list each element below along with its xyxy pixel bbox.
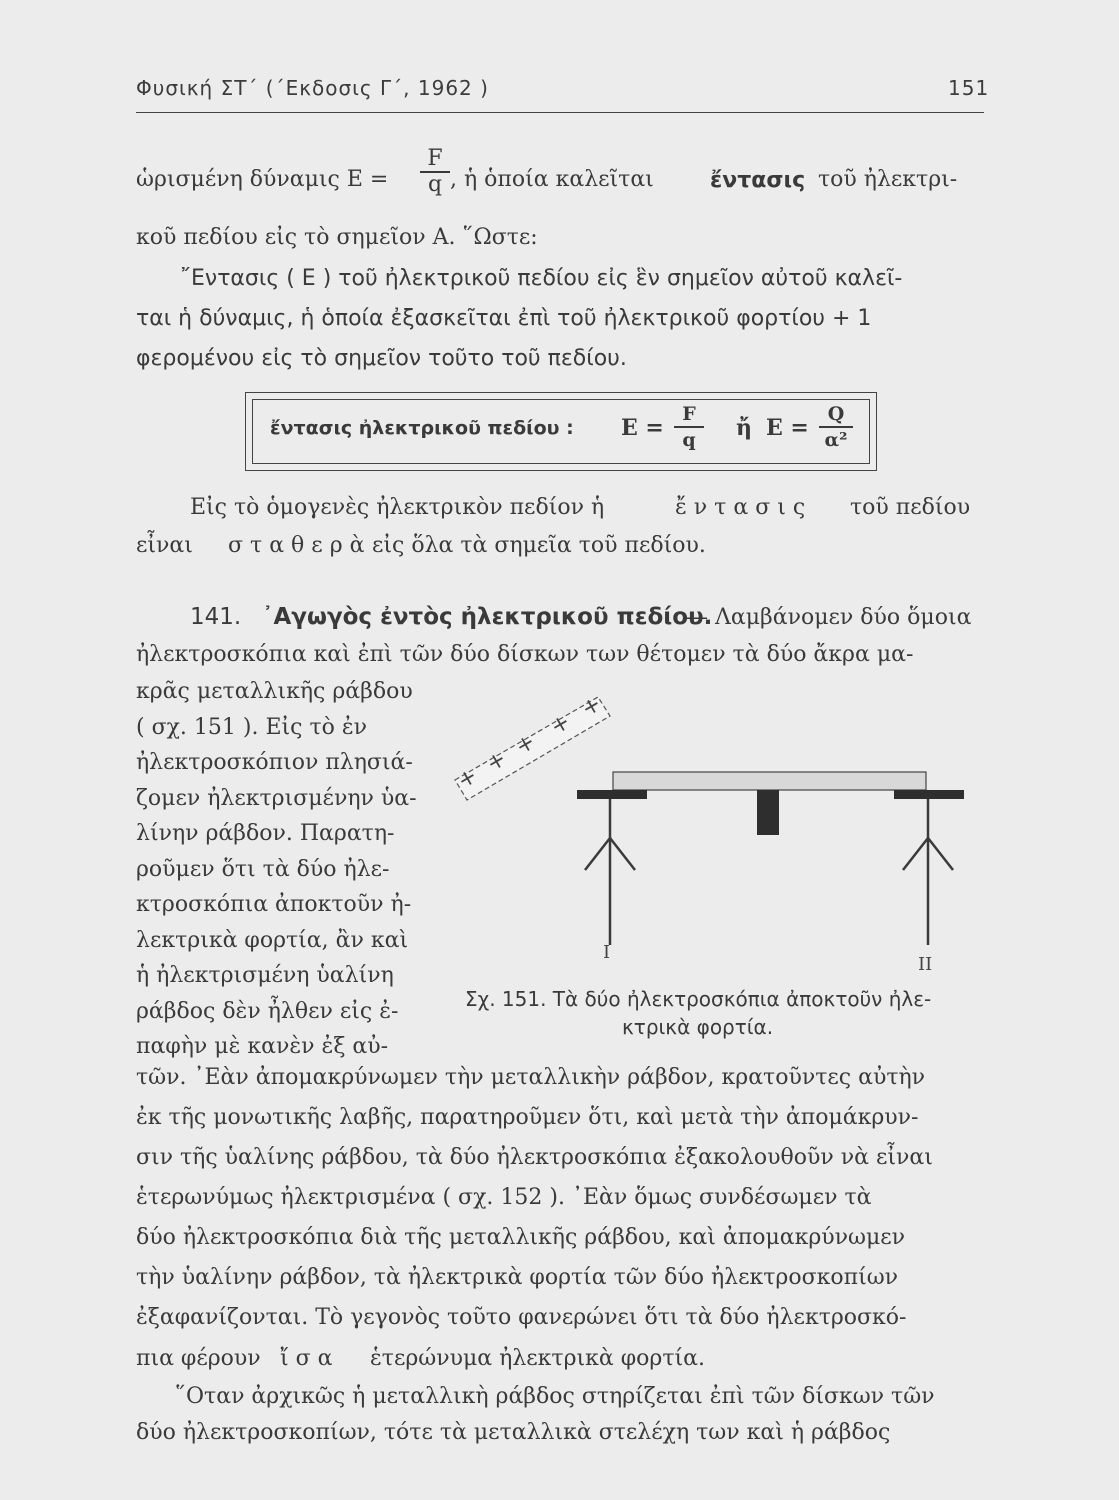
narrow-text-line: κτροσκόπια ἀποκτοῦν ἠ- xyxy=(136,892,412,917)
figure-caption-line-2: κτρικὰ φορτία. xyxy=(622,1015,774,1039)
formula-den-2: α² xyxy=(824,429,848,451)
full-text-line: ἐκ τῆς μονωτικῆς λαβῆς, παρατηροῦμεν ὅτι, καὶ μετὰ τὴν ἀπομάκρυν- xyxy=(136,1105,919,1130)
full-text-line: δύο ἠλεκτροσκόπια διὰ τῆς μεταλλικῆς ράβδου, καὶ ἀπομακρύνωμεν xyxy=(136,1225,906,1250)
charge-plus: + xyxy=(453,763,482,795)
formula-lhs-2: E = xyxy=(766,415,809,441)
page-number: 151 xyxy=(948,76,990,100)
intro-term: ἔντασις xyxy=(710,168,806,193)
charge-plus: + xyxy=(546,709,575,741)
narrow-text-line: ἡ ἠλεκτρισμένη ὑαλίνη xyxy=(136,963,394,988)
full-text-line: τὴν ὑαλίνην ράβδον, τὰ ἠλεκτρικὰ φορτία τῶν δύο ἠλεκτροσκοπίων xyxy=(136,1265,899,1290)
last-line-start: πια φέρουν xyxy=(136,1346,261,1371)
formula-den-1: q xyxy=(682,429,696,451)
uniform-line-1a: Εἰς τὸ ὁμογενὲς ἠλεκτρικὸν πεδίον ἡ xyxy=(190,495,605,520)
intro-line-1-mid: , ἡ ὁποία καλεῖται xyxy=(450,167,654,192)
full-text-line: σιν τῆς ὑαλίνης ράβδου, τὰ δύο ἠλεκτροσκόπια ἐξακολουθοῦν νὰ εἶναι xyxy=(136,1145,933,1170)
intro-line-1-start: ὡρισμένη δύναμις E = xyxy=(136,167,389,192)
narrow-text-line: ἠλεκτροσκόπιον πλησιά- xyxy=(136,750,413,775)
definition-line-1: ῎Εντασις ( E ) τοῦ ἠλεκτρικοῦ πεδίου εἰς ἓν σημεῖον αὐτοῦ καλεῖ- xyxy=(180,266,903,291)
full-text-line: ἐξαφανίζονται. Τὸ γεγονὸς τοῦτο φανερώνει ὅτι τὰ δύο ἠλεκτροσκό- xyxy=(136,1305,907,1330)
intro-frac-num: F xyxy=(427,146,443,171)
charge-plus: + xyxy=(511,729,540,761)
uniform-line-2-spaced: σταθερὰ xyxy=(228,533,372,558)
intro-line-1-end: τοῦ ἠλεκτρι- xyxy=(818,167,958,192)
uniform-line-2b: εἰς ὅλα τὰ σημεῖα τοῦ πεδίου. xyxy=(372,533,706,558)
figure-caption-line-1: Σχ. 151. Τὰ δύο ἠλεκτροσκόπια ἀποκτοῦν ἠλε- xyxy=(465,987,932,1011)
metal-rod xyxy=(613,772,926,790)
narrow-text-line: ( σχ. 151 ). Εἰς τὸ ἐν xyxy=(136,714,368,740)
narrow-text-line: ράβδος δὲν ἦλθεν εἰς ἐ- xyxy=(136,998,399,1024)
formula-num-1: F xyxy=(682,403,696,425)
charge-plus: + xyxy=(577,691,606,723)
definition-line-3: φερομένου εἰς τὸ σημεῖον τοῦτο τοῦ πεδίου. xyxy=(136,346,627,371)
formula-or: ἤ xyxy=(736,415,752,441)
narrow-text-line: λίνην ράβδον. Παρατη- xyxy=(136,821,395,846)
rod-handle xyxy=(757,790,779,835)
formula-box-label: ἔντασις ἠλεκτρικοῦ πεδίου : xyxy=(270,417,574,439)
disc-right xyxy=(894,790,964,799)
narrow-text-line: λεκτρικὰ φορτία, ἂν καὶ xyxy=(136,927,409,953)
formula-lhs-1: E = xyxy=(621,415,664,441)
running-header: Φυσική ΣΤ΄ (΄Εκδοσις Γ΄, 1962 ) xyxy=(136,76,489,100)
narrow-text-line: κρᾶς μεταλλικῆς ράβδου xyxy=(136,679,413,704)
formula-num-2: Q xyxy=(827,403,845,425)
label-electroscope-ii: II xyxy=(918,954,933,975)
definition-line-2: ται ἡ δύναμις, ἡ ὁποία ἐξασκεῖται ἐπὶ τοῦ ἠλεκτρικοῦ φορτίου + 1 xyxy=(136,306,872,331)
full-text-line: ἑτερωνύμως ἠλεκτρισμένα ( σχ. 152 ). ᾿Εὰν ὅμως συνδέσωμεν τὰ xyxy=(136,1185,872,1210)
uniform-line-1b: τοῦ πεδίου xyxy=(850,495,971,520)
narrow-text-line: ζομεν ἠλεκτρισμένην ὑα- xyxy=(136,785,417,811)
last-line-spaced: ἴσα xyxy=(280,1346,340,1371)
uniform-line-2a: εἶναι xyxy=(136,533,193,558)
section-line-1-rest: — Λαμβάνομεν δύο ὅμοια xyxy=(686,605,972,630)
electroscope-left xyxy=(585,799,635,945)
paragraph-2-line-1: ῞Οταν ἀρχικῶς ἡ μεταλλικὴ ράβδος στηρίζεται ἐπὶ τῶν δίσκων τῶν xyxy=(175,1384,935,1409)
electroscope-right xyxy=(903,799,953,945)
rod-charges xyxy=(453,691,605,794)
narrow-text-line: ροῦμεν ὅτι τὰ δύο ἠλε- xyxy=(136,856,390,882)
section-number: 141. xyxy=(190,604,242,630)
last-line-end: ἑτερώνυμα ἠλεκτρικὰ φορτία. xyxy=(370,1346,705,1371)
intro-line-2: κοῦ πεδίου εἰς τὸ σημεῖον Α. ῞Ωστε: xyxy=(136,225,538,250)
full-text-line: τῶν. ᾿Εὰν ἀπομακρύνωμεν τὴν μεταλλικὴν ράβδον, κρατοῦντες αὐτὴν xyxy=(136,1065,926,1090)
narrow-text-line: παφὴν μὲ κανὲν ἐξ αὐ- xyxy=(136,1034,389,1059)
disc-left xyxy=(577,790,647,799)
label-electroscope-i: I xyxy=(603,942,611,963)
section-title: ᾿Αγωγὸς ἐντὸς ἠλεκτρικοῦ πεδίου. xyxy=(262,604,713,630)
intro-frac-den: q xyxy=(427,172,443,197)
charge-plus: + xyxy=(482,746,511,778)
uniform-line-1-spaced: ἔντασις xyxy=(675,495,813,520)
section-line-2: ἠλεκτροσκόπια καὶ ἐπὶ τῶν δύο δίσκων των θέτομεν τὰ δύο ἄκρα μα- xyxy=(136,642,914,667)
paragraph-2-line-2: δύο ἠλεκτροσκοπίων, τότε τὰ μεταλλικὰ στελέχη των καὶ ἡ ράβδος xyxy=(136,1420,891,1445)
